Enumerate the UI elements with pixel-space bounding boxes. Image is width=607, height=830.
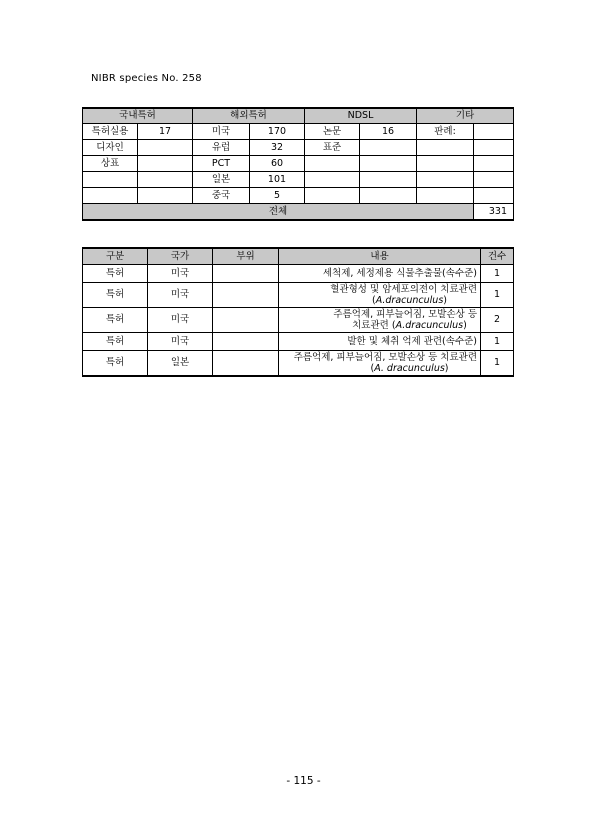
header-type: 구분 [83, 248, 148, 265]
cell: 디자인 [83, 140, 138, 156]
species-header: NIBR species No. 258 [91, 73, 202, 84]
content-line: 주름억제, 피부늘어짐, 모발손상 등 [333, 309, 477, 320]
cell [360, 172, 417, 188]
cell: 60 [250, 156, 305, 172]
content-suffix: ) [463, 320, 467, 331]
cell: 미국 [193, 124, 250, 140]
content-cell [279, 283, 481, 308]
stats-row [83, 188, 514, 204]
patents-header-row [83, 248, 514, 265]
cell [138, 188, 193, 204]
cell [474, 140, 514, 156]
count-cell: 1 [481, 283, 514, 308]
cell: 17 [138, 124, 193, 140]
cell: 170 [250, 124, 305, 140]
cell [83, 188, 138, 204]
cell: 5 [250, 188, 305, 204]
content-cell [279, 351, 481, 377]
stats-row [83, 172, 514, 188]
content-line-2 [282, 295, 477, 306]
cell: 101 [250, 172, 305, 188]
header-other: 기타 [417, 108, 514, 124]
content-prefix: ( [371, 295, 376, 306]
type-cell: 특허 [83, 333, 148, 351]
part-cell [213, 308, 279, 333]
content-prefix: 치료관련 ( [352, 320, 396, 331]
content-line: 혈관형성 및 암세포의전이 치료관련 [330, 284, 477, 295]
total-value: 331 [474, 204, 514, 221]
stats-row [83, 140, 514, 156]
header-part: 부위 [213, 248, 279, 265]
header-count: 건수 [481, 248, 514, 265]
cell [474, 124, 514, 140]
count-cell: 1 [481, 351, 514, 377]
country-cell: 미국 [148, 283, 213, 308]
content-line-2 [282, 363, 477, 374]
cell: 16 [360, 124, 417, 140]
header-content: 내용 [279, 248, 481, 265]
cell: 특허실용 [83, 124, 138, 140]
species-name: A.dracunculus [395, 320, 464, 331]
cell: 표준 [305, 140, 360, 156]
content-cell [279, 333, 481, 351]
content-suffix: ) [443, 295, 447, 306]
stats-row [83, 124, 514, 140]
country-cell: 미국 [148, 265, 213, 283]
header-overseas: 해외특허 [193, 108, 305, 124]
patent-stats-table [82, 107, 514, 221]
cell: 판례: [417, 124, 474, 140]
content-line: 발한 및 체취 억제 관련(속수준) [347, 336, 477, 347]
content-cell [279, 265, 481, 283]
type-cell: 특허 [83, 265, 148, 283]
cell: 일본 [193, 172, 250, 188]
count-cell: 2 [481, 308, 514, 333]
cell [474, 156, 514, 172]
cell [417, 188, 474, 204]
cell [417, 140, 474, 156]
stats-total-row [83, 204, 514, 221]
header-country: 국가 [148, 248, 213, 265]
header-ndsl: NDSL [305, 108, 417, 124]
stats-row [83, 156, 514, 172]
count-cell: 1 [481, 265, 514, 283]
content-suffix: ) [444, 363, 449, 374]
species-name: A. dracunculus [374, 363, 445, 374]
cell [360, 188, 417, 204]
cell [83, 172, 138, 188]
total-label: 전체 [83, 204, 474, 221]
cell [474, 188, 514, 204]
part-cell [213, 265, 279, 283]
cell [360, 156, 417, 172]
cell [305, 156, 360, 172]
header-domestic: 국내특허 [83, 108, 193, 124]
cell [138, 172, 193, 188]
content-cell [279, 308, 481, 333]
cell [138, 156, 193, 172]
country-cell: 미국 [148, 308, 213, 333]
patent-row [83, 265, 514, 283]
cell: 32 [250, 140, 305, 156]
patent-row [83, 283, 514, 308]
cell [474, 172, 514, 188]
part-cell [213, 283, 279, 308]
patent-row [83, 351, 514, 377]
cell [138, 140, 193, 156]
part-cell [213, 333, 279, 351]
type-cell: 특허 [83, 283, 148, 308]
cell: 중국 [193, 188, 250, 204]
page-number: - 115 - [286, 775, 321, 787]
cell [305, 188, 360, 204]
cell: 상표 [83, 156, 138, 172]
content-prefix: ( [370, 363, 375, 374]
content-line-2 [282, 320, 477, 331]
cell: 유럽 [193, 140, 250, 156]
patent-row [83, 333, 514, 351]
content-line: 주름억제, 피부늘어짐, 모발손상 등 치료관련 [293, 352, 477, 363]
cell [417, 172, 474, 188]
country-cell: 미국 [148, 333, 213, 351]
cell [360, 140, 417, 156]
patent-list-table [82, 247, 514, 377]
type-cell: 특허 [83, 351, 148, 377]
cell [305, 172, 360, 188]
cell: PCT [193, 156, 250, 172]
content-line: 세척제, 세정제용 식물추출물(속수준) [322, 268, 477, 279]
type-cell: 특허 [83, 308, 148, 333]
cell [417, 156, 474, 172]
species-name: A.dracunculus [375, 295, 444, 306]
part-cell [213, 351, 279, 377]
stats-header-row [83, 108, 514, 124]
patent-row [83, 308, 514, 333]
country-cell: 일본 [148, 351, 213, 377]
count-cell: 1 [481, 333, 514, 351]
cell: 논문 [305, 124, 360, 140]
